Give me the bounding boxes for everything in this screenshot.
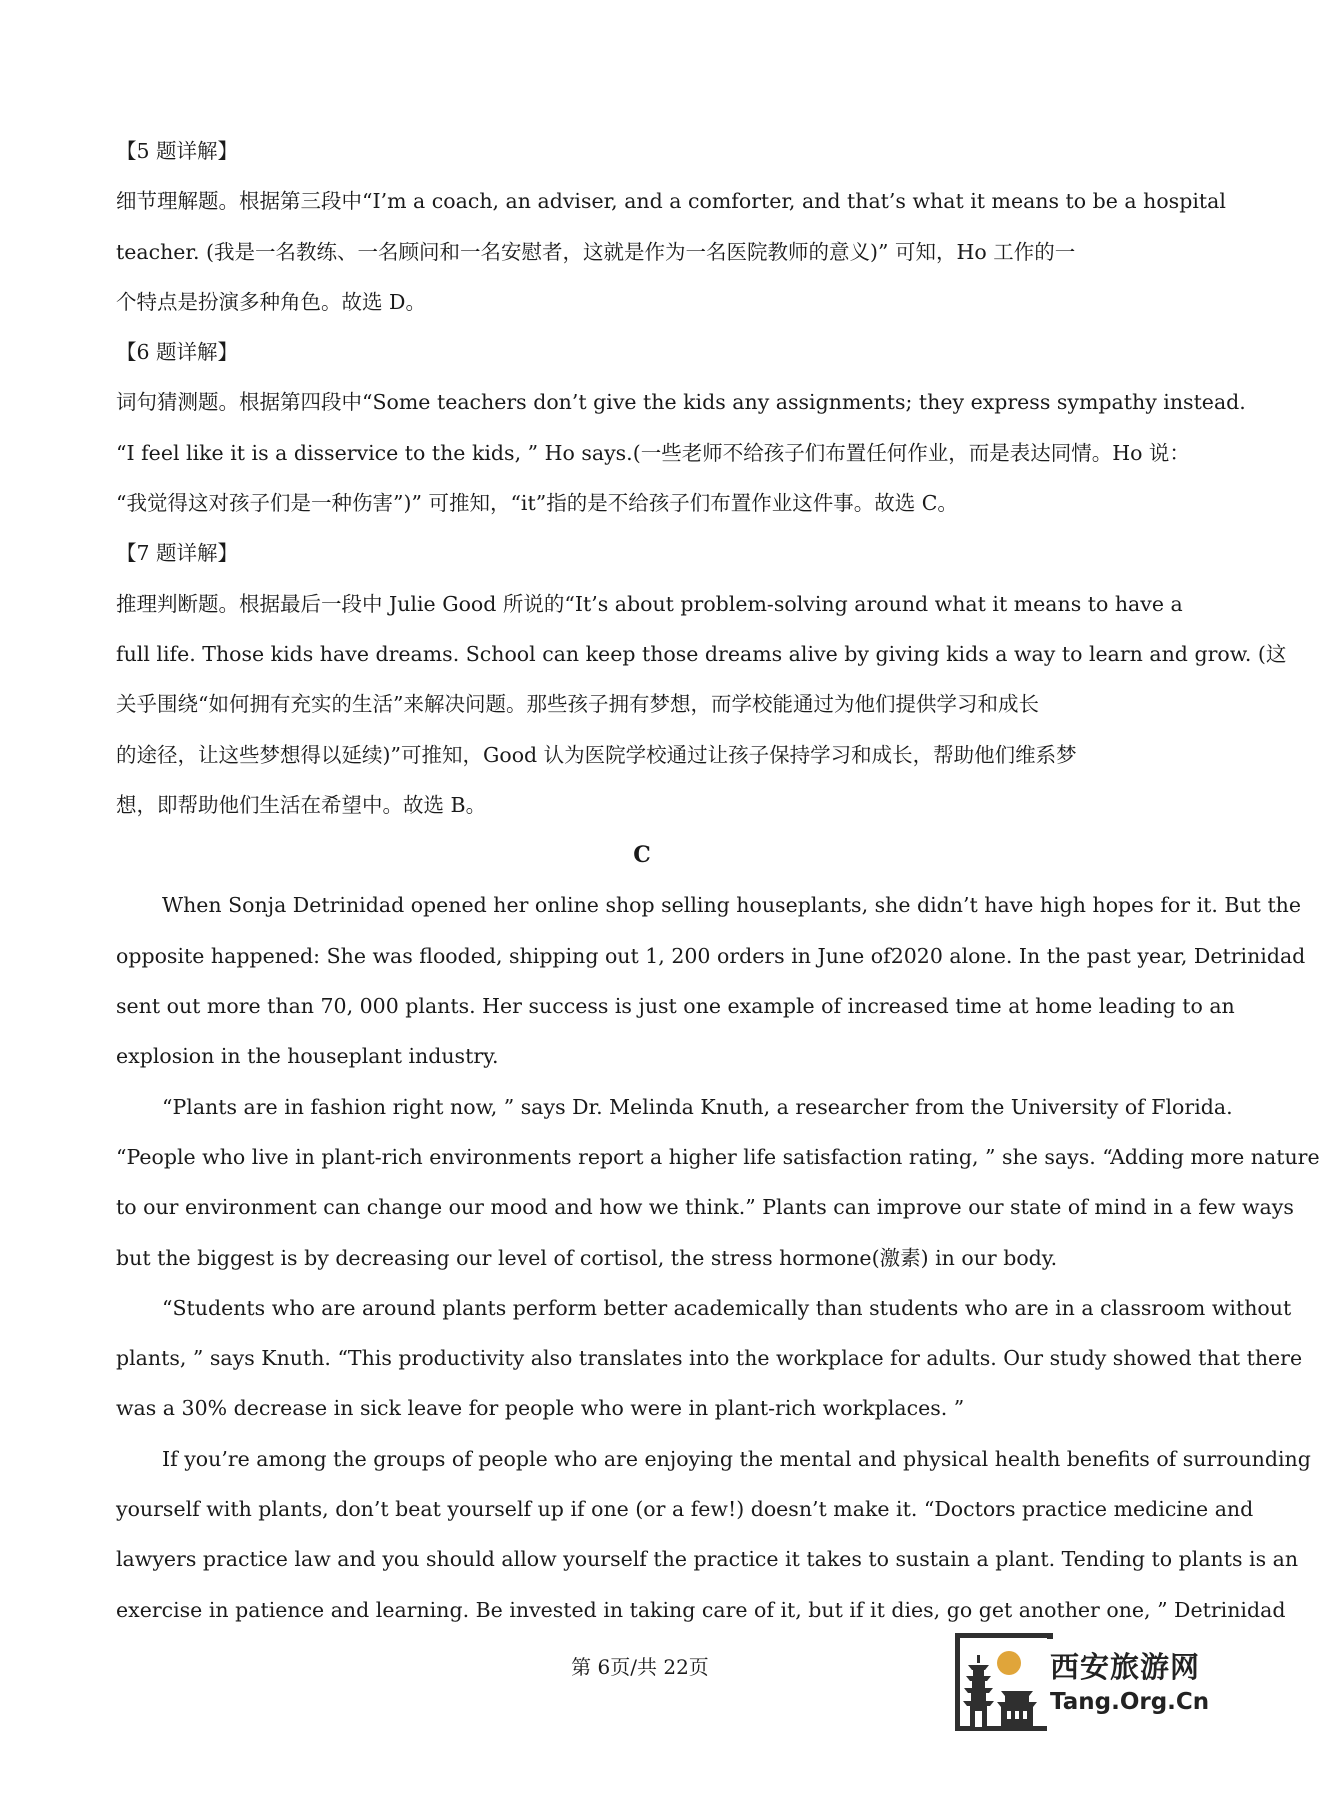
document-body (116, 126, 1320, 1635)
text-line: full life. Those kids have dreams. School can keep those dreams alive by giving kids a way to learn and grow. (这 (116, 641, 1287, 666)
section-heading: 【7 题详解】 (116, 541, 239, 566)
text-line: 推理判断题。根据最后一段中 Julie Good 所说的“It’s about problem-solving around what it means to have a (116, 591, 1183, 616)
text-line: was a 30% decrease in sick leave for people who were in plant-rich workplaces. ” (116, 1396, 965, 1421)
text-line: yourself with plants, don’t beat yourself up if one (or a few!) doesn’t make it. “Doctors practice medicine and (116, 1497, 1254, 1522)
paragraph-first-line: If you’re among the groups of people who are enjoying the mental and physical health benefits of surrounding (162, 1446, 1311, 1471)
text-line: 个特点是扮演多种角色。故选 D。 (116, 289, 426, 314)
text-line: opposite happened: She was flooded, shipping out 1, 200 orders in June of2020 alone. In the past year, Detrinidad (116, 943, 1306, 968)
passage-heading: C (633, 842, 651, 869)
logo-title: 西安旅游网 (1050, 1650, 1201, 1684)
paragraph-first-line: When Sonja Detrinidad opened her online shop selling houseplants, she didn’t have high hopes for it. But the (162, 893, 1302, 918)
text-line: but the biggest is by decreasing our level of cortisol, the stress hormone(激素) in our body. (116, 1245, 1058, 1270)
text-line: 关乎围绕“如何拥有充实的生活”来解决问题。那些孩子拥有梦想，而学校能通过为他们提供学习和成长 (116, 692, 1039, 717)
section-heading: 【6 题详解】 (116, 340, 239, 365)
text-line: 词句猜测题。根据第四段中“Some teachers don’t give the kids any assignments; they express sympathy instead. (116, 390, 1246, 415)
logo-domain: Tang.Org.Cn (1050, 1689, 1210, 1715)
text-line: 细节理解题。根据第三段中“I’m a coach, an adviser, and a comforter, and that’s what it means to be a hospital (116, 189, 1226, 214)
text-line: to our environment can change our mood and how we think.” Plants can improve our state of mind in a few ways (116, 1195, 1294, 1220)
paragraph-first-line: “Students who are around plants perform better academically than students who are in a classroom without (162, 1295, 1292, 1320)
text-line: explosion in the houseplant industry. (116, 1044, 499, 1069)
text-line: sent out more than 70, 000 plants. Her success is just one example of increased time at home leading to an (116, 994, 1235, 1019)
text-line: plants, ” says Knuth. “This productivity also translates into the workplace for adults. Our study showed that there (116, 1346, 1303, 1371)
logo-dot (1047, 1633, 1053, 1639)
text-line: teacher. (我是一名教练、一名顾问和一名安慰者，这就是作为一名医院教师的意义)” 可知，Ho 工作的一 (116, 239, 1076, 264)
text-line: lawyers practice law and you should allow yourself the practice it takes to sustain a plant. Tending to plants is an (116, 1547, 1299, 1572)
paragraph-first-line: “Plants are in fashion right now, ” says Dr. Melinda Knuth, a researcher from the University of Florida. (162, 1094, 1233, 1119)
watermark-logo (955, 1633, 1210, 1733)
text-line: “I feel like it is a disservice to the kids, ” Ho says.(一些老师不给孩子们布置任何作业，而是表达同情。Ho 说： (116, 440, 1190, 465)
text-line: exercise in patience and learning. Be invested in taking care of it, but if it dies, go get another one, ” Detrinidad (116, 1597, 1286, 1622)
section-heading: 【5 题详解】 (116, 139, 239, 163)
text-line: 的途径，让这些梦想得以延续)”可推知，Good 认为医院学校通过让孩子保持学习和成长，帮助他们维系梦 (116, 742, 1077, 767)
page-number: 第 6页/共 22页 (571, 1655, 709, 1679)
pagoda-icon (963, 1651, 1043, 1727)
text-line: “我觉得这对孩子们是一种伤害”)” 可推知，“it”指的是不给孩子们布置作业这件事。故选 C。 (116, 491, 958, 516)
text-line: “People who live in plant-rich environments report a higher life satisfaction rating, ” she says. “Adding more nature (116, 1144, 1320, 1169)
text-line: 想，即帮助他们生活在希望中。故选 B。 (116, 792, 487, 817)
